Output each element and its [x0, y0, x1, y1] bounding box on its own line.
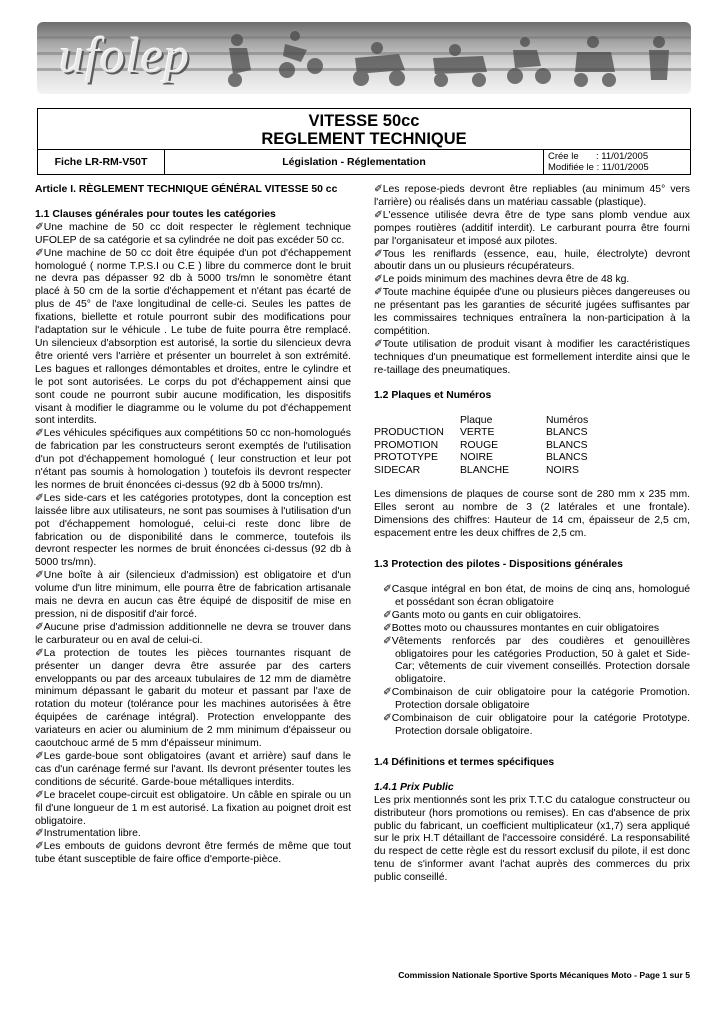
plates-header-cell: Plaque [460, 414, 493, 426]
creation-label: Crée le [548, 151, 579, 162]
list-item: ✐Les repose-pieds devront être repliables (au minimum 45° vers l'arrière) ou réalisés dans un matériau cassable (plastique). [374, 184, 690, 208]
list-item: ✐L'essence utilisée devra être de type sans plomb vendue aux pompes routières (additif interdit). Le carburant pourra être fourni par l'organisateur et imposé aux pilotes. [374, 209, 690, 247]
table-row [374, 440, 690, 453]
plates-header-cell [374, 415, 460, 428]
road-racer-figure [353, 42, 405, 86]
section-1-4-title: 1.4 Définitions et termes spécifiques [374, 756, 555, 768]
header-banner [37, 22, 691, 94]
left-column [35, 184, 351, 867]
ufolep-logo: ufolep [59, 27, 190, 83]
list-item: ✐Le poids minimum des machines devra être de 48 kg. [374, 274, 630, 286]
list-item: ✐Tous les reniflards (essence, eau, huile, électrolyte) devront aboutir dans un ou plusieurs récupérateurs. [374, 248, 690, 273]
section-1-1-title: 1.1 Clauses générales pour toutes les catégories [35, 208, 276, 220]
list-item: ✐Aucune prise d'admission additionnelle ne devra se trouver dans le carburateur ou en aval de celui-ci. [35, 621, 351, 646]
list-item: ✐Une machine de 50 cc doit être équipée d'un pot d'échappement homologué ( norme T.P.S.I ou C.E ) libre du commerce dont le bruit ne devra pas dépasser 92 db à 5000 trs/mn le sonomètre étant placé à 50 cm de la sortie d'échappement et n'étant pas écarté de plus de 45° de l'axe longitudinal de celle-ci. Seules les pattes de fixations, biellette et rotule pourront subir des modifications pour l'adaptation sur le véhicule . Le tube de fuite pourra être remplacé. Un silencieux d'absorption est autorisé, la sortie du silencieux devra être orienté vers l'arrière et présenter un bourrelet à son extrémité. Les bagues et rallonges démontables et droites, entre le cylindre et le pot sont autorisées. Le corps du pot d'échappement ainsi que sont coude ne pourront subir aucune modification, les dispositifs visant à modifier le diagramme ou le volume du pot d'échappement sont interdits. [35, 247, 351, 427]
protection-item: ✐Vêtements renforcés par des coudières et genouillères obligatoires pour les catégories Production, 50 à galet et Side-Car; vêtements de cuir vivement conseillés. Protection dorsale obligatoire. [383, 635, 690, 686]
list-item: ✐Une boîte à air (silencieux d'admission) est obligatoire et d'un volume d'un litre minimum, elle pourra être de fabrication artisanale mais ne devra en aucun cas être équipé de dispositif de mise en pression, ni de dispositif d'air forcé. [35, 570, 351, 620]
quad-figure [574, 36, 616, 87]
header-table [37, 108, 691, 175]
section-1-2-title: 1.2 Plaques et Numéros [374, 389, 492, 401]
table-cell: NOIRE [460, 452, 493, 464]
plates-header-row [374, 415, 690, 428]
title-line-2: REGLEMENT TECHNIQUE [261, 130, 467, 148]
trial-bike-figure [507, 37, 551, 84]
document-title [38, 109, 690, 150]
creation-value: : 11/01/2005 [596, 151, 649, 162]
section-1-3-title: 1.3 Protection des pilotes - Dispositions générales [374, 559, 623, 571]
protection-item: ✐Combinaison de cuir obligatoire pour la catégorie Prototype. Protection dorsale obligatoire. [383, 713, 690, 737]
section-1-4-1-title: 1.4.1 Prix Public [374, 781, 454, 793]
table-cell: BLANCS [546, 427, 588, 439]
rider-figure-1 [228, 34, 251, 87]
list-item: ✐Une machine de 50 cc doit respecter le règlement technique UFOLEP de sa catégorie et sa cylindrée ne doit pas excéder 50 cc. [35, 221, 351, 246]
table-cell: ROUGE [460, 439, 499, 451]
list-item: ✐Toute utilisation de produit visant à modifier les caractéristiques techniques d'un pneumatique est formellement interdite ainsi que le re-taillage des pneumatiques. [374, 338, 690, 376]
list-item: ✐La protection de toutes les pièces tournantes risquant de présenter un danger devra être assurée par des carters enveloppants ou par des arceaux tubulaires de 12 mm de diamètre minimum dépassant le gabarit du moteur et passant par l'axe de rotation du moteur (tolérance pour les machines autorisées à être équipées de carénage intégral). Protection enveloppante des variateurs en acier ou aluminium de 2 mm minimum d'épaisseur ou caoutchouc armé de 5 mm d'épaisseur minimum. [35, 647, 351, 750]
table-cell: NOIRS [546, 464, 579, 476]
list-item: ✐Toute machine équipée d'une ou plusieurs pièces dangereuses ou ne présentant pas les garanties de sécurité jugées suffisantes par les commissaires techniques entraînera la non-participation à la compétition. [374, 287, 690, 337]
modification-date: Modifiée le : 11/01/2005 [548, 162, 649, 173]
table-cell: BLANCS [546, 452, 588, 464]
plates-header-cell: Numéros [546, 414, 589, 426]
protection-item: ✐Casque intégral en bon état, de moins de cinq ans, homologué et possédant son écran obligatoire [383, 584, 690, 608]
list-item: ✐Instrumentation libre. [35, 828, 141, 840]
list-item: ✐Les garde-boue sont obligatoires (avant et arrière) sauf dans le cas d'un carénage fermé sur l'avant. Ils devront présenter toutes les conditions de sécurité. Garde-boue métalliques interdits. [35, 750, 351, 788]
table-row [374, 452, 690, 465]
table-cell: BLANCHE [460, 464, 510, 476]
list-item: ✐Le bracelet coupe-circuit est obligatoire. Un câble en spirale ou un fil d'une longueur de 1 m est autorisé. La fixation au poignet droit est obligatoire. [35, 789, 351, 827]
motocross-jump-figure [279, 31, 323, 78]
list-item: ✐Les embouts de guidons devront être fermés de même que tout tube étant susceptible de faire office d'emporte-pièce. [35, 841, 351, 866]
sidecar-figure [433, 44, 487, 87]
page-footer: Commission Nationale Sportive Sports Mécaniques Moto - Page 1 sur 5 [398, 970, 690, 980]
fiche-reference: Fiche LR-RM-V50T [38, 150, 165, 174]
table-row [374, 465, 690, 478]
dates-cell [544, 150, 690, 174]
table-row [374, 427, 690, 440]
right-column [374, 184, 690, 885]
list-item: ✐Les side-cars et les catégories prototypes, dont la conception est laissée libre aux utilisateurs, ne sont pas soumises à l'utilisation d'un pot d'échappement homologué, celui-ci reste donc libre de fabrication ou de disponibilité dans le commerce, toutefois ils devront respecter les normes de bruit énoncées ci-dessus (92 db à 5000 trs/mn). [35, 492, 351, 569]
table-cell: BLANCS [546, 439, 588, 451]
creation-date [548, 151, 690, 162]
motorsport-silhouettes [37, 22, 691, 94]
protection-item: ✐Combinaison de cuir obligatoire pour la catégorie Promotion. Protection dorsale obligatoire [383, 687, 690, 712]
table-cell: PRODUCTION [374, 427, 444, 439]
table-cell: VERTE [460, 427, 495, 439]
legislation-label: Législation - Réglementation [165, 150, 544, 174]
plates-table [374, 415, 690, 478]
table-cell: PROTOTYPE [374, 452, 438, 464]
title-line-1: VITESSE 50cc [308, 112, 420, 130]
prix-public-text: Les prix mentionnés sont les prix T.T.C du catalogue constructeur ou distributeur (hors promotions ou remises). En cas d'absence de prix public du fabricant, un coefficient multiplicateur (x1,7) sera appliqué sur le prix H.T détaillant de l'accessoire considéré. La responsabilité du respect de cette règle est du ressort exclusif du pilote, il est donc tenu de s'informer avant l'achat auprès des commerces du prix public conseillé. [374, 794, 690, 884]
article-title: Article I. RÈGLEMENT TECHNIQUE GÉNÉRAL VITESSE 50 cc [35, 184, 338, 195]
protection-item: ✐Bottes moto ou chaussures montantes en cuir obligatoires [383, 622, 660, 634]
list-item: ✐Les véhicules spécifiques aux compétitions 50 cc non-homologués de fabrication par les constructeurs seront exemptés de l'utilisation d'un pot d'échappement homologué ( leur construction et leur pot n'étant pas soumis à homologation ) toutefois ils devront respecter les normes de bruit énoncées ci-dessus (92 db à 5000 trs/mn). [35, 428, 351, 491]
plates-dimensions-text: Les dimensions de plaques de course sont de 280 mm x 235 mm. Elles seront au nombre de 3 (2 latérales et une frontale). Dimensions des chiffres: Hauteur de 14 cm, épaisseur de 2,5 cm, espacement entre les deux chiffres de 2,5 cm. [374, 489, 690, 540]
table-cell: SIDECAR [374, 464, 421, 476]
presenter-figure [649, 36, 669, 80]
table-cell: PROMOTION [374, 439, 439, 451]
protection-item: ✐Gants moto ou gants en cuir obligatoires. [383, 609, 582, 621]
